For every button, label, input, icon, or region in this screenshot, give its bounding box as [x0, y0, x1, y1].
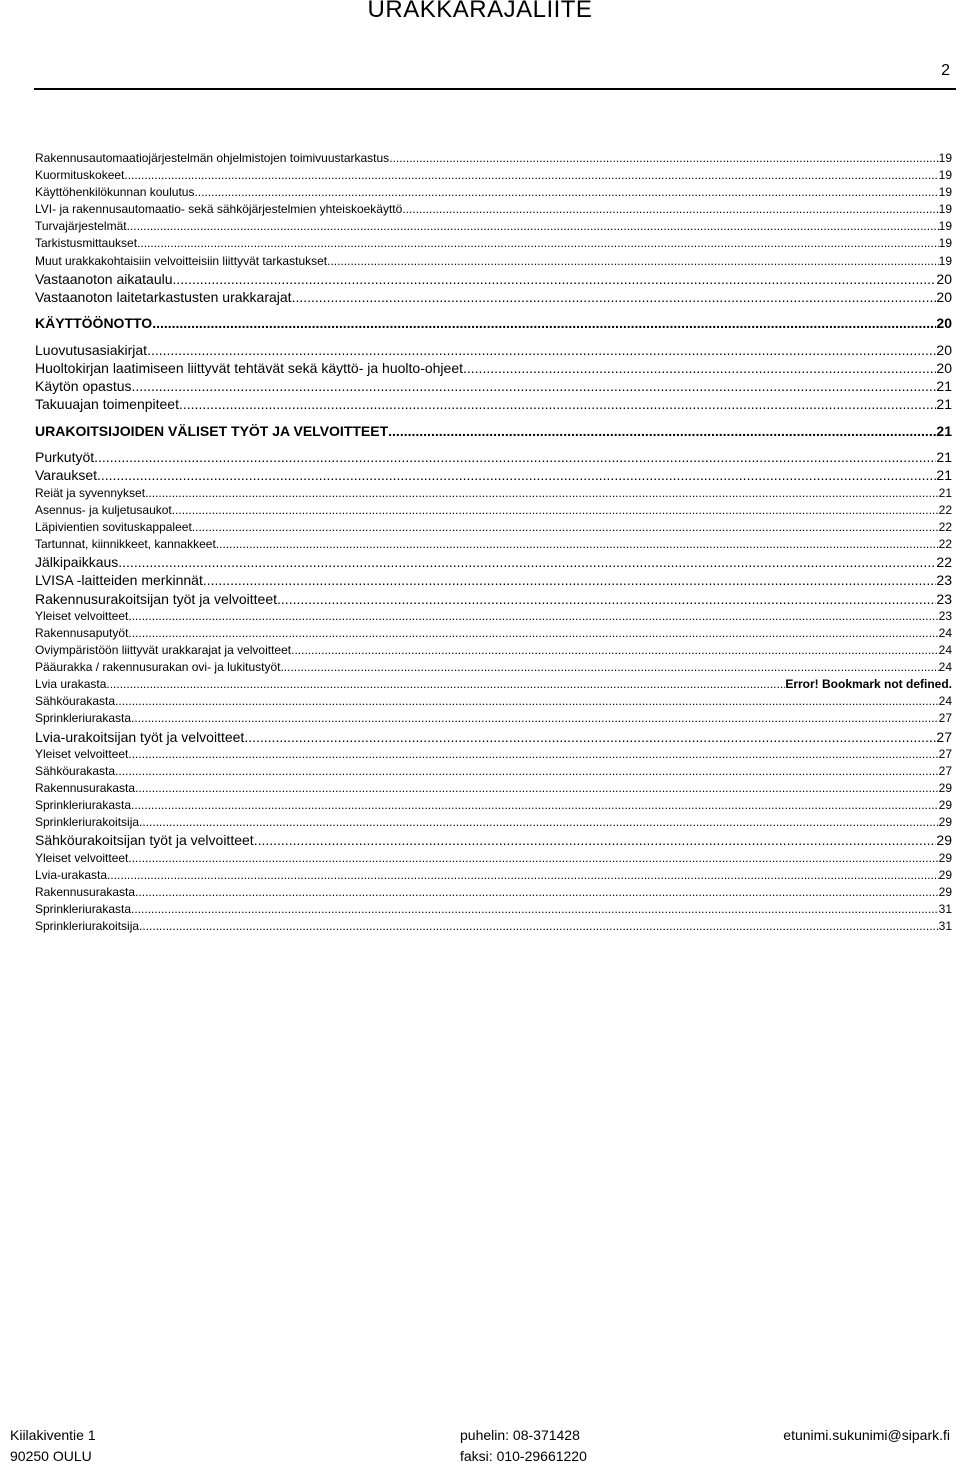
- toc-entry-page: 24: [938, 660, 952, 675]
- toc-entry[interactable]: [35, 288, 952, 306]
- toc-entry[interactable]: [35, 867, 952, 884]
- toc-entry-page: 19: [938, 236, 952, 251]
- toc-entry[interactable]: [35, 780, 952, 797]
- toc-dot-leader: [115, 763, 939, 780]
- toc-entry[interactable]: [35, 553, 952, 571]
- toc-entry[interactable]: [35, 901, 952, 918]
- toc-entry[interactable]: [35, 571, 952, 589]
- toc-entry-label: Tartunnat, kiinnikkeet, kannakkeet: [35, 536, 216, 551]
- toc-dot-leader: [277, 590, 936, 608]
- toc-entry[interactable]: [35, 235, 952, 252]
- toc-entry[interactable]: [35, 814, 952, 831]
- toc-entry-page: 29: [938, 867, 952, 882]
- toc-dot-leader: [118, 553, 936, 571]
- footer-address: [10, 1425, 96, 1467]
- toc-entry-page: 29: [938, 884, 952, 899]
- toc-entry[interactable]: [35, 918, 952, 935]
- toc-entry-label: Yleiset velvoitteet: [35, 746, 129, 761]
- toc-entry[interactable]: [35, 201, 952, 218]
- toc-dot-leader: [115, 693, 939, 710]
- toc-dot-leader: [402, 201, 938, 218]
- toc-entry-label: Oviympäristöön liittyvät urakkarajat ja velvoitteet: [35, 643, 292, 658]
- toc-entry-page: 27: [938, 711, 952, 726]
- toc-entry[interactable]: [35, 422, 952, 440]
- toc-entry-page: 27: [938, 763, 952, 778]
- toc-entry-label: Sprinkleriurakasta: [35, 798, 132, 813]
- toc-entry-page: 22: [938, 536, 952, 551]
- toc-entry-label: Vastaanoton aikataulu: [35, 270, 173, 287]
- toc-entry[interactable]: [35, 253, 952, 270]
- toc-entry-page: 31: [938, 901, 952, 916]
- toc-dot-leader: [463, 359, 936, 377]
- toc-entry[interactable]: [35, 659, 952, 676]
- toc-dot-leader: [179, 395, 936, 413]
- toc-dot-leader: [135, 884, 939, 901]
- toc-dot-leader: [388, 422, 936, 440]
- document-title: URAKKARAJALIITE: [367, 0, 593, 23]
- toc-entry[interactable]: [35, 341, 952, 359]
- toc-entry-page: 19: [938, 185, 952, 200]
- toc-dot-leader: [94, 448, 936, 466]
- toc-entry-page: 20: [936, 359, 952, 376]
- toc-dot-leader: [172, 502, 939, 519]
- toc-entry-label: Yleiset velvoitteet: [35, 850, 129, 865]
- toc-entry[interactable]: [35, 831, 952, 849]
- toc-dot-leader: [173, 270, 937, 288]
- toc-entry-page: 19: [938, 219, 952, 234]
- toc-entry-label: Rakennusurakasta: [35, 781, 136, 796]
- toc-entry-page: 21: [936, 396, 952, 413]
- toc-dot-leader: [135, 780, 939, 797]
- toc-entry[interactable]: [35, 676, 952, 693]
- toc-entry[interactable]: [35, 167, 952, 184]
- toc-entry-label: Lvia-urakoitsijan työt ja velvoitteet: [35, 728, 245, 745]
- toc-entry[interactable]: [35, 608, 952, 625]
- toc-dot-leader: [280, 659, 938, 676]
- toc-entry-page: 21: [936, 422, 952, 439]
- toc-entry-label: Takuuajan toimenpiteet: [35, 396, 179, 413]
- toc-entry-label: Varaukset: [35, 467, 97, 484]
- toc-entry-page: 22: [936, 554, 952, 570]
- toc-dot-leader: [97, 466, 936, 484]
- toc-dot-leader: [139, 918, 939, 935]
- toc-entry-page: 27: [936, 728, 952, 745]
- toc-entry-page: 23: [936, 572, 952, 589]
- toc-dot-leader: [145, 485, 939, 502]
- footer-street: Kiilakiventie 1: [10, 1427, 96, 1443]
- toc-entry-page: 29: [938, 815, 952, 830]
- toc-entry-page: 29: [938, 781, 952, 796]
- toc-entry[interactable]: [35, 466, 952, 484]
- toc-entry-label: Kuormituskokeet: [35, 168, 125, 183]
- toc-entry[interactable]: [35, 536, 952, 553]
- footer-postal: 90250 OULU: [10, 1448, 92, 1464]
- toc-entry-page: 23: [938, 608, 952, 623]
- toc-dot-leader: [131, 797, 939, 814]
- toc-entry-label: Sprinkleriurakasta: [35, 901, 132, 916]
- toc-entry[interactable]: [35, 218, 952, 235]
- toc-entry-page: 19: [938, 168, 952, 183]
- toc-entry[interactable]: [35, 625, 952, 642]
- toc-entry[interactable]: [35, 590, 952, 608]
- toc-dot-leader: [389, 150, 938, 167]
- toc-dot-leader: [327, 253, 939, 270]
- toc-entry-page: 27: [938, 746, 952, 761]
- toc-dot-leader: [254, 831, 937, 849]
- toc-entry[interactable]: [35, 359, 952, 377]
- toc-dot-leader: [192, 519, 939, 536]
- toc-entry[interactable]: [35, 693, 952, 710]
- toc-entry[interactable]: [35, 485, 952, 502]
- toc-entry-label: Luovutusasiakirjat: [35, 341, 148, 358]
- toc-dot-leader: [106, 676, 785, 693]
- toc-dot-leader: [124, 167, 938, 184]
- toc-entry-label: Lvia urakasta: [35, 677, 107, 692]
- toc-entry[interactable]: [35, 710, 952, 727]
- toc-entry-label: KÄYTTÖÖNOTTO: [35, 315, 153, 332]
- toc-entry-page: 23: [936, 590, 952, 607]
- toc-entry[interactable]: [35, 150, 952, 167]
- toc-entry[interactable]: [35, 746, 952, 763]
- toc-entry-page: 29: [938, 798, 952, 813]
- toc-entry[interactable]: [35, 270, 952, 288]
- toc-dot-leader: [128, 746, 938, 763]
- toc-entry-page: 20: [936, 315, 952, 332]
- toc-dot-leader: [128, 608, 938, 625]
- toc-entry-label: Rakennusautomaatiojärjestelmän ohjelmistojen toimivuustarkastus: [35, 151, 390, 165]
- toc-dot-leader: [131, 901, 939, 918]
- toc-entry-label: Sprinkleriurakasta: [35, 711, 132, 726]
- footer-email-block: [783, 1425, 950, 1446]
- toc-entry-page: 31: [938, 918, 952, 933]
- toc-entry[interactable]: [35, 519, 952, 536]
- toc-entry[interactable]: [35, 763, 952, 780]
- toc-entry[interactable]: [35, 184, 952, 201]
- toc-dot-leader: [127, 218, 939, 235]
- page-number: 2: [941, 62, 950, 79]
- toc-entry[interactable]: [35, 884, 952, 901]
- toc-dot-leader: [131, 710, 939, 727]
- toc-entry-label: Rakennusaputyöt: [35, 625, 129, 640]
- toc-entry-label: Tarkistusmittaukset: [35, 236, 138, 251]
- toc-entry-page: 21: [936, 467, 952, 484]
- toc-dot-leader: [152, 314, 936, 332]
- toc-entry[interactable]: [35, 377, 952, 395]
- toc-entry-page: 24: [938, 625, 952, 640]
- header-divider: [34, 88, 956, 90]
- toc-entry-page: 20: [936, 270, 952, 287]
- toc-entry-label: Purkutyöt: [35, 449, 95, 466]
- toc-entry-label: Rakennusurakoitsijan työt ja velvoitteet: [35, 590, 278, 607]
- toc-dot-leader: [291, 642, 939, 659]
- toc-entry[interactable]: [35, 502, 952, 519]
- toc-entry-label: Käytön opastus: [35, 378, 132, 395]
- toc-entry-page: 24: [938, 694, 952, 709]
- toc-entry-label: Asennus- ja kuljetusaukot: [35, 502, 172, 517]
- toc-entry-label: Pääurakka / rakennusurakan ovi- ja lukitustyöt: [35, 660, 281, 675]
- toc-entry-label: LVI- ja rakennusautomaatio- sekä sähköjärjestelmien yhteiskoekäyttö: [35, 202, 403, 217]
- toc-entry-page: 21: [938, 485, 952, 500]
- toc-entry-label: Yleiset velvoitteet: [35, 608, 129, 623]
- toc-entry-label: LVISA -laitteiden merkinnät: [35, 572, 203, 589]
- toc-dot-leader: [194, 184, 938, 201]
- toc-entry[interactable]: [35, 850, 952, 867]
- toc-entry-label: Reiät ja syvennykset: [35, 485, 146, 500]
- toc-entry-label: Vastaanoton laitetarkastusten urakkarajat: [35, 288, 292, 305]
- toc-entry[interactable]: [35, 448, 952, 466]
- toc-entry-label: Jälkipaikkaus: [35, 554, 119, 570]
- toc-entry-label: Muut urakkakohtaisiin velvoitteisiin liittyvät tarkastukset: [35, 253, 328, 268]
- toc-dot-leader: [128, 625, 938, 642]
- toc-entry[interactable]: [35, 314, 952, 332]
- toc-dot-leader: [203, 571, 937, 589]
- toc-entry-page: 19: [938, 151, 952, 165]
- toc-entry-page: 20: [936, 341, 952, 358]
- footer-fax: faksi: 010-29661220: [460, 1448, 587, 1464]
- toc-dot-leader: [132, 377, 937, 395]
- toc-dot-leader: [128, 850, 938, 867]
- toc-entry[interactable]: [35, 797, 952, 814]
- toc-entry-label: URAKOITSIJOIDEN VÄLISET TYÖT JA VELVOITTEET: [35, 422, 389, 439]
- toc-entry-page: 29: [936, 832, 952, 849]
- footer-phone: puhelin: 08-371428: [460, 1427, 580, 1443]
- toc-entry[interactable]: [35, 642, 952, 659]
- toc-entry-page: Error! Bookmark not defined.: [785, 677, 952, 692]
- toc-entry-label: Läpivientien sovituskappaleet: [35, 519, 192, 534]
- toc-dot-leader: [244, 728, 936, 746]
- toc-entry-page: 19: [938, 202, 952, 217]
- toc-dot-leader: [139, 814, 939, 831]
- toc-entry-label: Sähköurakasta: [35, 694, 116, 709]
- toc-entry-page: 22: [938, 502, 952, 517]
- toc-entry-label: Sprinkleriurakoitsija: [35, 918, 140, 933]
- toc-entry-label: Sähköurakoitsijan työt ja velvoitteet: [35, 832, 254, 849]
- footer-contact: [460, 1425, 587, 1467]
- toc-dot-leader: [137, 235, 939, 252]
- toc-entry-label: Sprinkleriurakoitsija: [35, 815, 140, 830]
- footer-email: etunimi.sukunimi@sipark.fi: [783, 1427, 950, 1443]
- toc-entry-page: 21: [936, 449, 952, 466]
- toc-dot-leader: [107, 867, 939, 884]
- table-of-contents: [35, 150, 952, 935]
- toc-dot-leader: [147, 341, 936, 359]
- toc-entry-page: 19: [938, 253, 952, 268]
- toc-entry-page: 29: [938, 850, 952, 865]
- toc-entry-page: 20: [936, 288, 952, 305]
- toc-entry-page: 21: [936, 378, 952, 395]
- toc-entry-page: 22: [938, 519, 952, 534]
- toc-entry[interactable]: [35, 395, 952, 413]
- toc-entry-page: 24: [938, 643, 952, 658]
- toc-entry-label: Turvajärjestelmät: [35, 219, 127, 234]
- toc-dot-leader: [216, 536, 939, 553]
- toc-entry-label: Sähköurakasta: [35, 763, 116, 778]
- toc-entry-label: Rakennusurakasta: [35, 884, 136, 899]
- toc-entry-label: Käyttöhenkilökunnan koulutus: [35, 185, 195, 200]
- toc-entry-label: Lvia-urakasta: [35, 867, 108, 882]
- toc-entry-label: Huoltokirjan laatimiseen liittyvät tehtävät sekä käyttö- ja huolto-ohjeet: [35, 359, 463, 376]
- toc-entry[interactable]: [35, 728, 952, 746]
- toc-dot-leader: [292, 288, 937, 306]
